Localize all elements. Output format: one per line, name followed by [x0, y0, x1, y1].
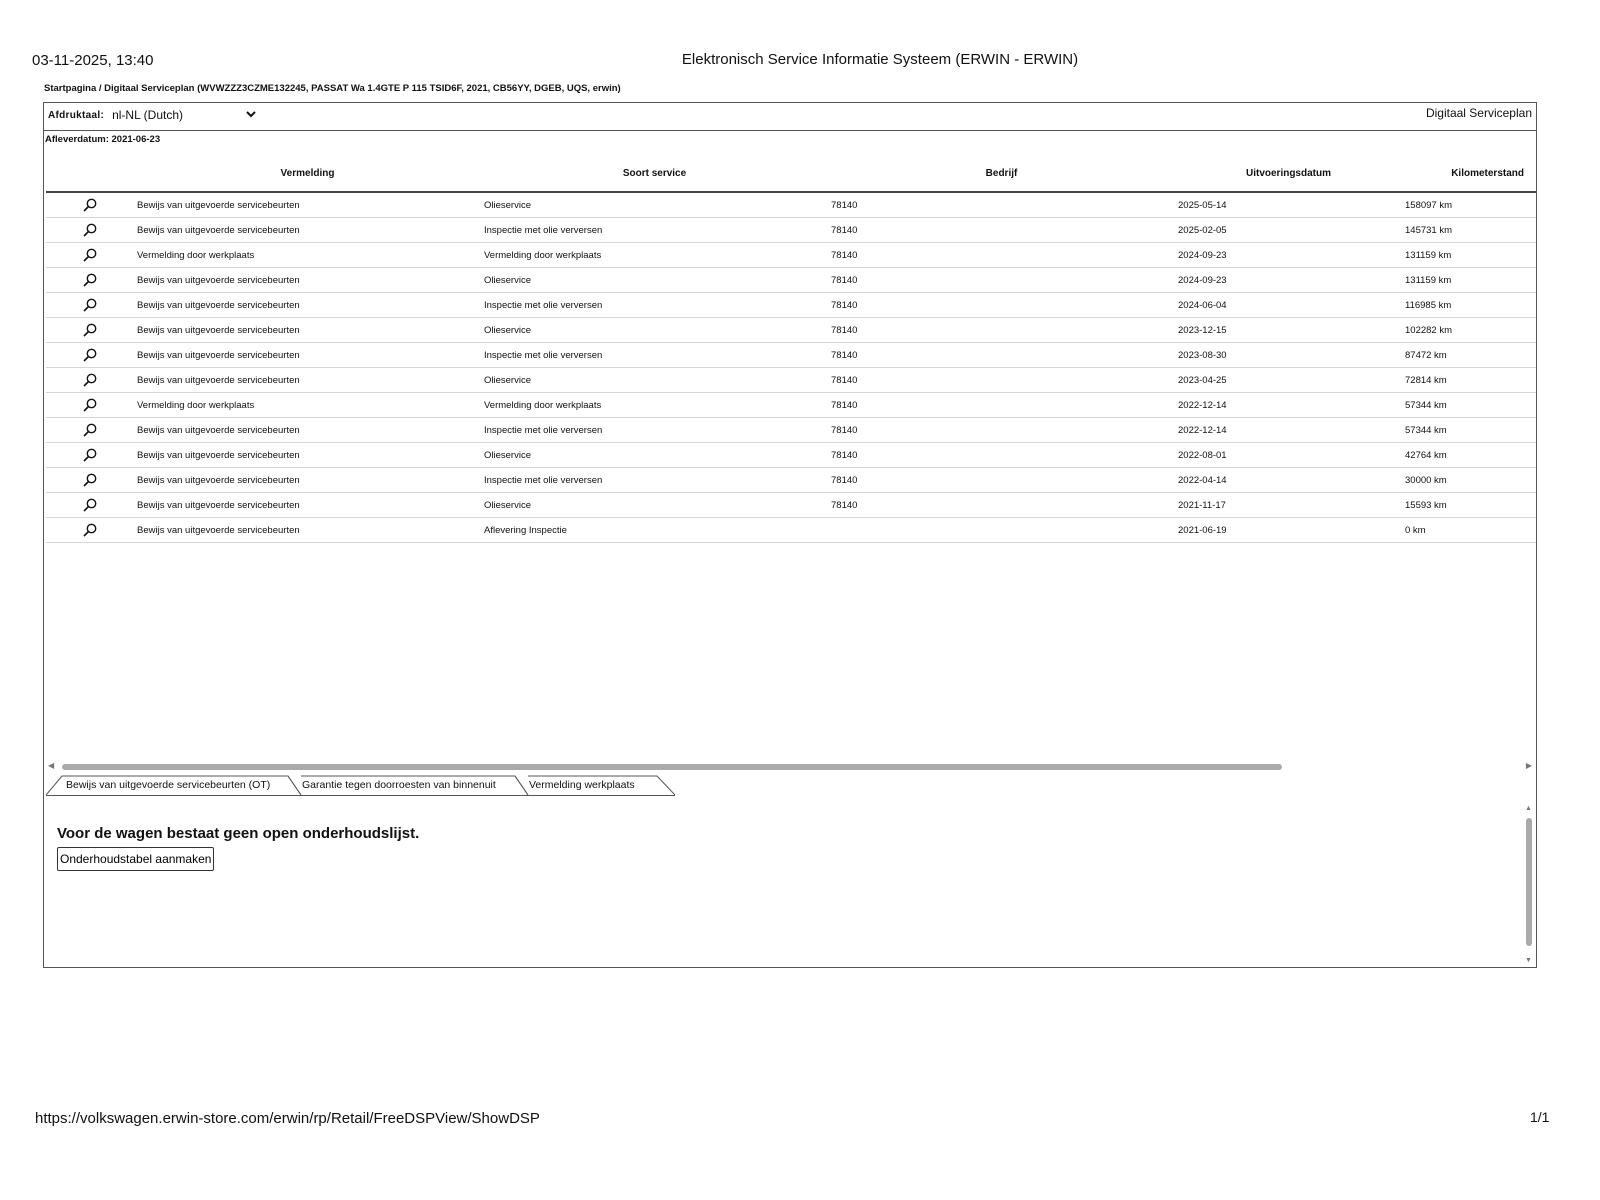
cell-kilometerstand: 102282 km [1402, 318, 1536, 343]
header-soort-service[interactable]: Soort service [481, 155, 828, 192]
cell-bedrijf: 78140 [828, 293, 1175, 318]
language-label: Afdruktaal: [48, 109, 105, 121]
header-uitvoeringsdatum[interactable]: Uitvoeringsdatum [1175, 155, 1402, 192]
cell-uitvoeringsdatum: 2025-05-14 [1175, 192, 1402, 218]
table-row[interactable] [46, 518, 1536, 543]
magnifier-icon[interactable] [49, 497, 131, 513]
cell-soort-service: Olieservice [481, 493, 828, 518]
print-datetime: 03-11-2025, 13:40 [32, 52, 154, 69]
cell-soort-service: Inspectie met olie verversen [481, 343, 828, 368]
cell-vermelding: Vermelding door werkplaats [134, 243, 481, 268]
cell-bedrijf: 78140 [828, 393, 1175, 418]
page-number: 1/1 [1530, 1109, 1550, 1125]
no-maintenance-list-message: Voor de wagen bestaat geen open onderhoudslijst. [57, 825, 420, 842]
cell-kilometerstand: 30000 km [1402, 468, 1536, 493]
scroll-thumb[interactable] [62, 764, 1282, 770]
tab-label: Bewijs van uitgevoerde servicebeurten (OT) [66, 779, 271, 791]
cell-bedrijf: 78140 [828, 443, 1175, 468]
cell-vermelding: Bewijs van uitgevoerde servicebeurten [134, 218, 481, 243]
vertical-scrollbar[interactable] [1524, 805, 1534, 964]
cell-kilometerstand: 116985 km [1402, 293, 1536, 318]
magnifier-icon[interactable] [49, 322, 131, 338]
cell-soort-service: Vermelding door werkplaats [481, 243, 828, 268]
table-header-row [46, 155, 1536, 192]
cell-vermelding: Bewijs van uitgevoerde servicebeurten [134, 518, 481, 543]
tab-shape [288, 775, 528, 796]
frame-title: Digitaal Serviceplan [1425, 106, 1532, 120]
cell-kilometerstand: 57344 km [1402, 418, 1536, 443]
cell-bedrijf: 78140 [828, 343, 1175, 368]
cell-vermelding: Bewijs van uitgevoerde servicebeurten [134, 443, 481, 468]
table-row[interactable] [46, 192, 1536, 218]
cell-action[interactable] [46, 243, 134, 268]
cell-soort-service: Olieservice [481, 443, 828, 468]
print-url: https://volkswagen.erwin-store.com/erwin/rp/Retail/FreeDSPView/ShowDSP [35, 1110, 540, 1127]
table-body [46, 192, 1536, 543]
cell-soort-service: Inspectie met olie verversen [481, 218, 828, 243]
cell-soort-service: Olieservice [481, 318, 828, 343]
table-row[interactable] [46, 293, 1536, 318]
cell-action[interactable] [46, 393, 134, 418]
language-select[interactable] [112, 108, 262, 122]
cell-bedrijf: 78140 [828, 268, 1175, 293]
tab-label: Garantie tegen doorroesten van binnenuit [302, 779, 496, 791]
tab-bar [46, 775, 696, 797]
table-row[interactable] [46, 268, 1536, 293]
scroll-thumb[interactable] [1526, 818, 1532, 946]
cell-soort-service: Olieservice [481, 268, 828, 293]
tab-vermelding-werkplaats[interactable] [515, 775, 675, 796]
table-row[interactable] [46, 493, 1536, 518]
cell-kilometerstand: 57344 km [1402, 393, 1536, 418]
cell-uitvoeringsdatum: 2022-12-14 [1175, 418, 1402, 443]
cell-soort-service: Aflevering Inspectie [481, 518, 828, 543]
breadcrumb[interactable]: Startpagina / Digitaal Serviceplan (WVWZZZ3CZME132245, PASSAT Wa 1.4GTE P 115 TSID6F, 2021, CB56YY, DGEB, UQS, erwin) [44, 83, 621, 94]
cell-action[interactable] [46, 293, 134, 318]
table-row[interactable] [46, 318, 1536, 343]
tab-garantie[interactable] [288, 775, 528, 796]
service-plan-frame [43, 102, 1537, 968]
cell-bedrijf: 78140 [828, 418, 1175, 443]
tab-shape [46, 775, 301, 796]
cell-action[interactable] [46, 468, 134, 493]
cell-bedrijf: 78140 [828, 468, 1175, 493]
cell-kilometerstand: 158097 km [1402, 192, 1536, 218]
cell-vermelding: Bewijs van uitgevoerde servicebeurten [134, 493, 481, 518]
cell-action[interactable] [46, 368, 134, 393]
magnifier-icon[interactable] [49, 272, 131, 288]
chevron-down-icon[interactable] [246, 110, 256, 121]
cell-uitvoeringsdatum: 2025-02-05 [1175, 218, 1402, 243]
cell-soort-service: Inspectie met olie verversen [481, 293, 828, 318]
magnifier-icon[interactable] [49, 422, 131, 438]
cell-uitvoeringsdatum: 2022-12-14 [1175, 393, 1402, 418]
cell-soort-service: Inspectie met olie verversen [481, 418, 828, 443]
cell-uitvoeringsdatum: 2023-08-30 [1175, 343, 1402, 368]
magnifier-icon[interactable] [49, 222, 131, 238]
cell-action[interactable] [46, 493, 134, 518]
table-row[interactable] [46, 468, 1536, 493]
magnifier-icon[interactable] [49, 372, 131, 388]
cell-vermelding: Bewijs van uitgevoerde servicebeurten [134, 468, 481, 493]
cell-kilometerstand: 131159 km [1402, 268, 1536, 293]
table-row[interactable] [46, 418, 1536, 443]
page-title: Elektronisch Service Informatie Systeem (ERWIN - ERWIN) [681, 51, 1079, 68]
table-row[interactable] [46, 443, 1536, 468]
cell-kilometerstand: 72814 km [1402, 368, 1536, 393]
cell-kilometerstand: 87472 km [1402, 343, 1536, 368]
magnifier-icon[interactable] [49, 472, 131, 488]
cell-kilometerstand: 42764 km [1402, 443, 1536, 468]
cell-soort-service: Olieservice [481, 368, 828, 393]
scroll-down-arrow-icon[interactable]: ▼ [1525, 957, 1532, 964]
tab-shape [515, 775, 675, 796]
cell-action[interactable] [46, 443, 134, 468]
table-row[interactable] [46, 368, 1536, 393]
cell-vermelding: Bewijs van uitgevoerde servicebeurten [134, 368, 481, 393]
cell-uitvoeringsdatum: 2022-04-14 [1175, 468, 1402, 493]
cell-vermelding: Bewijs van uitgevoerde servicebeurten [134, 418, 481, 443]
cell-uitvoeringsdatum: 2023-04-25 [1175, 368, 1402, 393]
cell-action[interactable] [46, 268, 134, 293]
language-value: nl-NL (Dutch) [112, 108, 183, 122]
table-row[interactable] [46, 393, 1536, 418]
cell-bedrijf: 78140 [828, 192, 1175, 218]
cell-uitvoeringsdatum: 2024-09-23 [1175, 268, 1402, 293]
divider [44, 130, 1536, 131]
cell-kilometerstand: 145731 km [1402, 218, 1536, 243]
cell-uitvoeringsdatum: 2021-06-19 [1175, 518, 1402, 543]
magnifier-icon[interactable] [49, 347, 131, 363]
cell-uitvoeringsdatum: 2021-11-17 [1175, 493, 1402, 518]
language-row [48, 108, 262, 122]
scroll-up-arrow-icon[interactable]: ▲ [1525, 805, 1532, 812]
cell-vermelding: Bewijs van uitgevoerde servicebeurten [134, 293, 481, 318]
magnifier-icon[interactable] [49, 297, 131, 313]
tab-label: Vermelding werkplaats [529, 779, 635, 791]
cell-vermelding: Bewijs van uitgevoerde servicebeurten [134, 318, 481, 343]
cell-vermelding: Bewijs van uitgevoerde servicebeurten [134, 192, 481, 218]
header-action [46, 155, 134, 192]
cell-action[interactable] [46, 343, 134, 368]
cell-action[interactable] [46, 418, 134, 443]
delivery-date: Afleverdatum: 2021-06-23 [45, 134, 161, 145]
cell-bedrijf [828, 518, 1175, 543]
cell-bedrijf: 78140 [828, 243, 1175, 268]
scroll-right-arrow-icon[interactable]: ▶ [1525, 761, 1532, 770]
magnifier-icon[interactable] [49, 197, 131, 213]
cell-bedrijf: 78140 [828, 368, 1175, 393]
scroll-left-arrow-icon[interactable]: ◀ [48, 761, 55, 770]
cell-soort-service: Vermelding door werkplaats [481, 393, 828, 418]
cell-uitvoeringsdatum: 2024-06-04 [1175, 293, 1402, 318]
cell-vermelding: Vermelding door werkplaats [134, 393, 481, 418]
cell-action[interactable] [46, 218, 134, 243]
header-vermelding[interactable]: Vermelding [134, 155, 481, 192]
magnifier-icon[interactable] [49, 447, 131, 463]
cell-uitvoeringsdatum: 2023-12-15 [1175, 318, 1402, 343]
tab-bewijs[interactable] [46, 775, 301, 796]
horizontal-scrollbar[interactable] [46, 761, 1536, 773]
cell-vermelding: Bewijs van uitgevoerde servicebeurten [134, 343, 481, 368]
table-row[interactable] [46, 343, 1536, 368]
cell-kilometerstand: 0 km [1402, 518, 1536, 543]
create-maintenance-table-button[interactable]: Onderhoudstabel aanmaken [57, 847, 214, 871]
cell-uitvoeringsdatum: 2022-08-01 [1175, 443, 1402, 468]
cell-bedrijf: 78140 [828, 318, 1175, 343]
service-history-table [46, 155, 1536, 543]
cell-kilometerstand: 131159 km [1402, 243, 1536, 268]
cell-action[interactable] [46, 192, 134, 218]
cell-soort-service: Olieservice [481, 192, 828, 218]
cell-soort-service: Inspectie met olie verversen [481, 468, 828, 493]
table-row[interactable] [46, 243, 1536, 268]
cell-uitvoeringsdatum: 2024-09-23 [1175, 243, 1402, 268]
magnifier-icon[interactable] [49, 522, 131, 538]
table-row[interactable] [46, 218, 1536, 243]
cell-vermelding: Bewijs van uitgevoerde servicebeurten [134, 268, 481, 293]
cell-bedrijf: 78140 [828, 218, 1175, 243]
cell-action[interactable] [46, 318, 134, 343]
cell-kilometerstand: 15593 km [1402, 493, 1536, 518]
magnifier-icon[interactable] [49, 397, 131, 413]
cell-action[interactable] [46, 518, 134, 543]
cell-bedrijf: 78140 [828, 493, 1175, 518]
magnifier-icon[interactable] [49, 247, 131, 263]
header-kilometerstand[interactable]: Kilometerstand [1402, 155, 1536, 192]
header-bedrijf[interactable]: Bedrijf [828, 155, 1175, 192]
